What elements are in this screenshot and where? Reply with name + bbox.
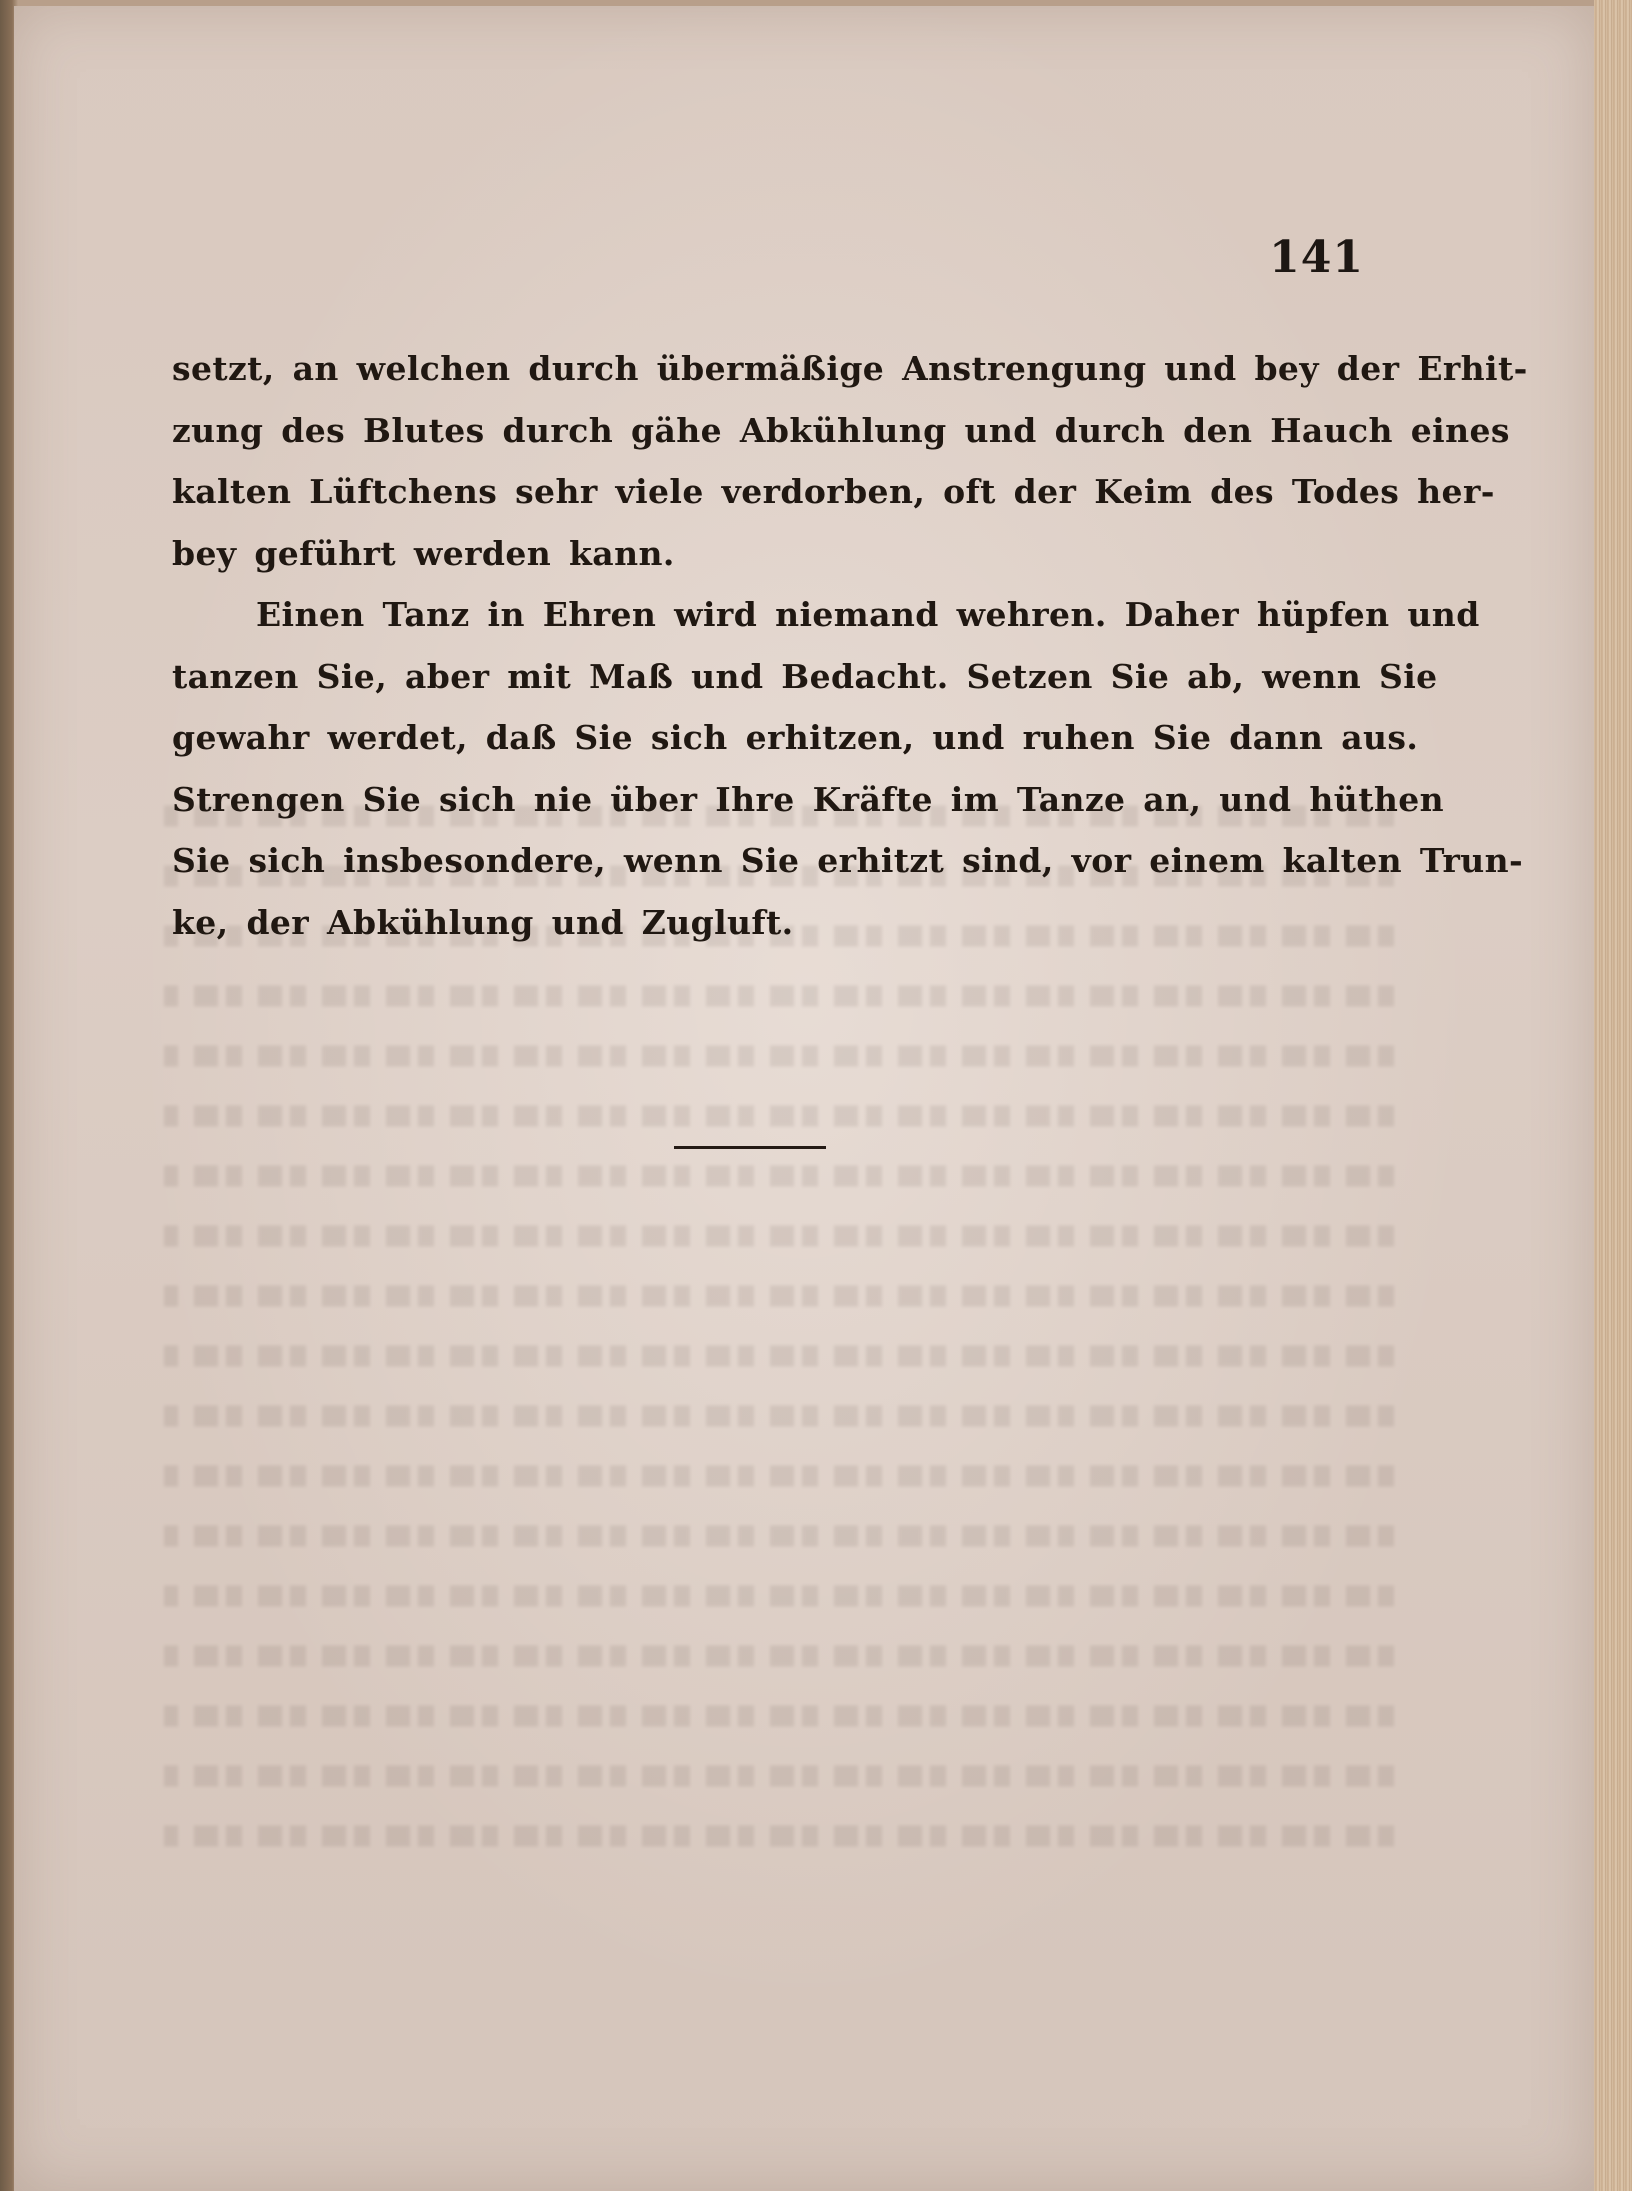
page-number: 141 [1269, 232, 1364, 283]
text-line: Strengen Sie sich nie über Ihre Kräfte im Tanze an, und hüthen [172, 779, 1445, 819]
text-line: Einen Tanz in Ehren wird niemand wehren. Daher hüpfen und [256, 595, 1480, 634]
text-line: zung des Blutes durch gähe Abkühlung und durch den Hauch eines [172, 410, 1510, 450]
text-line: ke, der Abkühlung und Zugluft. [172, 902, 794, 942]
paper-sheet [14, 6, 1594, 2191]
page-fore-edge [1594, 0, 1632, 2191]
text-line: tanzen Sie, aber mit Maß und Bedacht. Setzen Sie ab, wenn Sie [172, 656, 1438, 696]
text-line: gewahr werdet, daß Sie sich erhitzen, und ruhen Sie dann aus. [172, 718, 1419, 757]
body-text [172, 338, 1528, 953]
text-line: setzt, an welchen durch übermäßige Anstrengung und bey der Erhit- [172, 349, 1528, 388]
text-line: bey geführt werden kann. [172, 533, 675, 573]
text-line: Sie sich insbesondere, wenn Sie erhitzt sind, vor einem kalten Trun- [172, 841, 1524, 880]
section-divider-rule [674, 1146, 826, 1149]
text-line: kalten Lüftchens sehr viele verdorben, oft der Keim des Todes her- [172, 472, 1495, 511]
show-through-text [164, 786, 1524, 1926]
